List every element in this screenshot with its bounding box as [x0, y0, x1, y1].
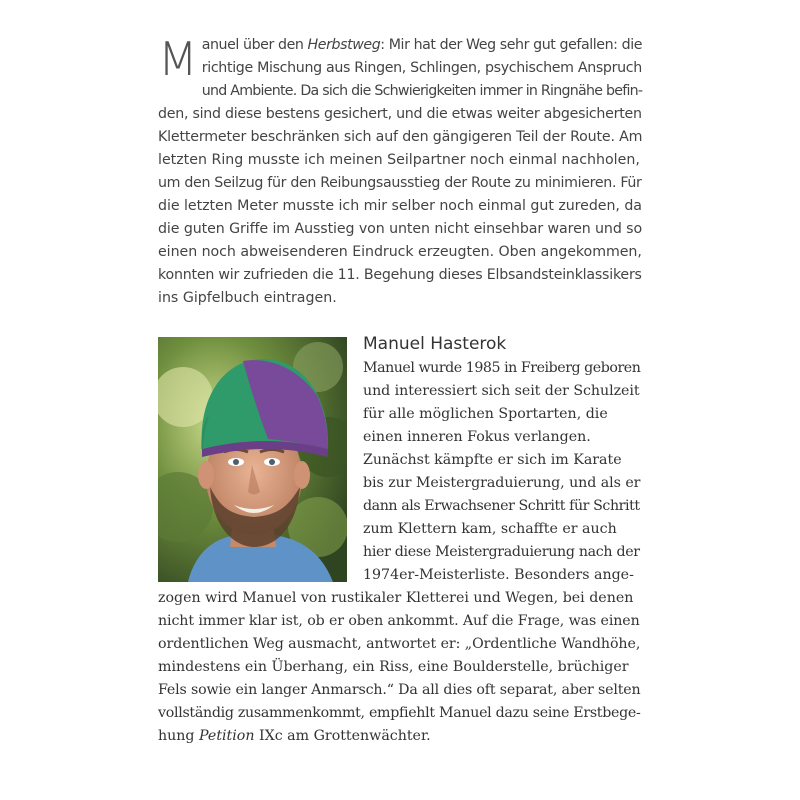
intro-line: konnten wir zufrieden die 11. Begehung dieses Elbsandsteinklassikers [158, 267, 642, 283]
bio-line: für alle möglichen Sportarten, die [363, 406, 608, 422]
intro-line: anuel über den Herbstweg: Mir hat der Weg sehr gut gefallen: die [201, 37, 643, 53]
bio-line: ordentlichen Weg ausmacht, antwortet er: „Ordentliche Wandhöhe, [158, 636, 641, 652]
bio-line: Zunächst kämpfte er sich im Karate [363, 452, 622, 468]
bio-line: mindestens ein Überhang, ein Riss, eine Boulderstelle, brüchiger [158, 659, 629, 675]
bio-line: hier diese Meistergraduierung nach der [363, 544, 640, 560]
intro-line: den, sind diese bestens gesichert, und die etwas weiter abgesicherten [158, 106, 642, 122]
intro-line: letzten Ring musste ich meinen Seilpartner noch einmal nachholen, [158, 152, 640, 168]
bio-line: und interessiert sich seit der Schulzeit [363, 383, 640, 399]
intro-line: um den Seilzug für den Reibungsausstieg der Route zu minimieren. Für [158, 175, 642, 191]
intro-line: die letzten Meter musste ich mir selber noch einmal gut zureden, da [158, 198, 642, 214]
bio-line: bis zur Meistergraduierung, und als er [363, 475, 641, 491]
portrait-photo [158, 337, 347, 582]
bio-line: Manuel wurde 1985 in Freiberg geboren [363, 360, 641, 376]
bio-line: zogen wird Manuel von rustikaler Kletterei und Wegen, bei denen [158, 590, 634, 606]
bio-line: vollständig zusammenkommt, empfiehlt Manuel dazu seine Erstbege- [158, 705, 641, 721]
bio-line: 1974er-Meisterliste. Besonders ange- [363, 567, 634, 583]
intro-line: und Ambiente. Da sich die Schwierigkeiten immer in Ringnähe befin- [201, 83, 643, 99]
intro-line: die guten Griffe im Ausstieg von unten nicht einsehbar waren und so [158, 221, 643, 237]
intro-line: Klettermeter beschränken sich auf den gängigeren Teil der Route. Am [158, 129, 643, 145]
bio-line: Fels sowie ein langer Anmarsch.“ Da all dies oft separat, aber selten [158, 682, 641, 698]
intro-line: einen noch abweisenderen Eindruck erzeugten. Oben angekommen, [158, 244, 642, 260]
intro-paragraph [158, 32, 643, 310]
bio-line: zum Klettern kam, schaffte er auch [363, 521, 617, 537]
bio-line: nicht immer klar ist, ob er oben ankommt. Auf die Frage, was einen [158, 613, 640, 629]
bio-line: einen inneren Fokus verlangen. [363, 429, 591, 445]
bio-line: hung Petition IXc am Grottenwächter. [158, 728, 431, 744]
route-name: Petition [199, 728, 255, 744]
intro-line: richtige Mischung aus Ringen, Schlingen, psychischem Anspruch [201, 60, 642, 76]
intro-line: ins Gipfelbuch eintragen. [158, 290, 337, 306]
bio-name-heading: Manuel Hasterok [363, 334, 507, 354]
bio-line: dann als Erwachsener Schritt für Schritt [363, 498, 640, 514]
drop-cap: M [158, 32, 198, 86]
